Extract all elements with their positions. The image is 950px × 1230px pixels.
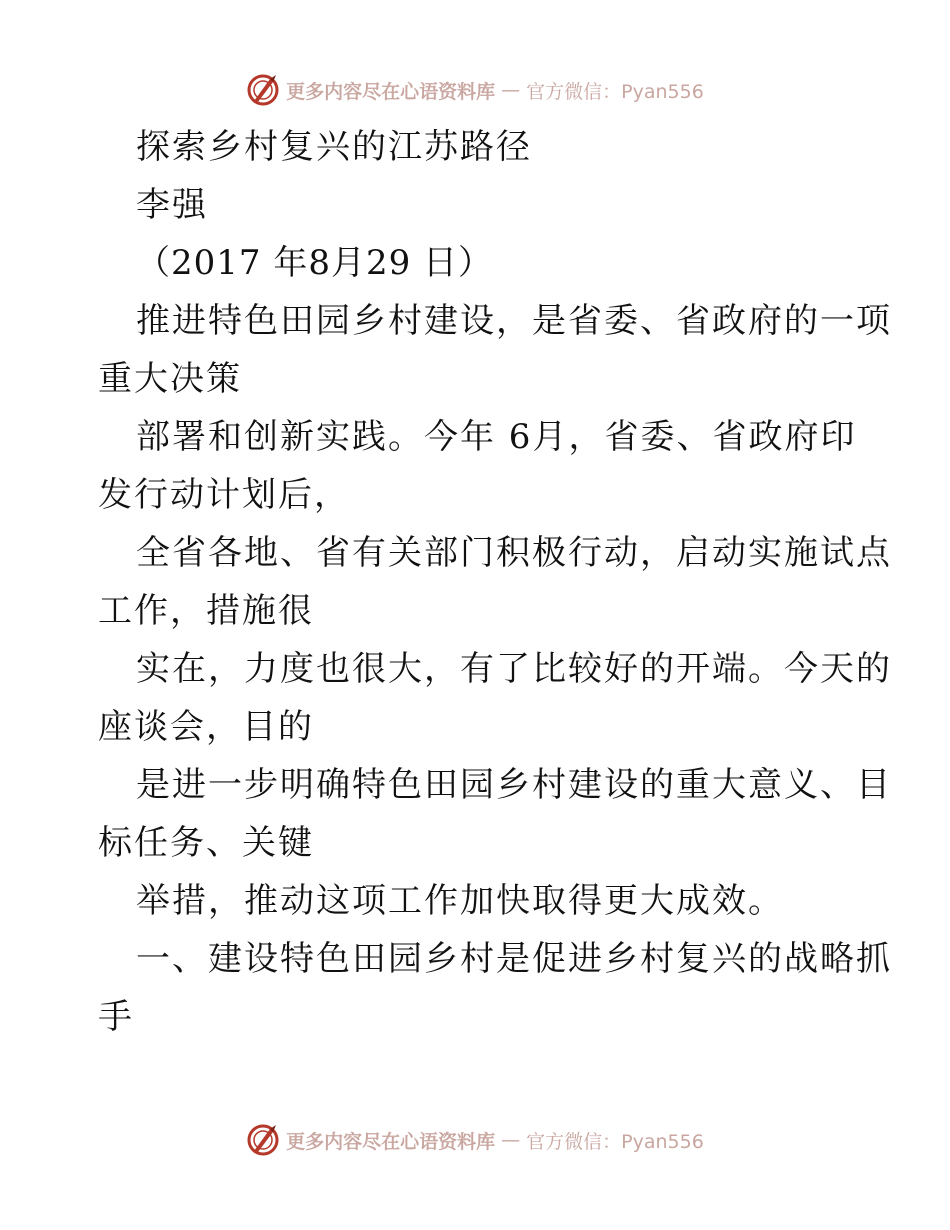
header-banner	[0, 70, 950, 110]
document-author: 李强	[136, 185, 208, 225]
paragraph-line: 举措，推动这项工作加快取得更大成效。	[136, 881, 784, 921]
banner-separator: —	[501, 1129, 521, 1151]
paragraph-line: 座谈会，目的	[98, 707, 314, 747]
paragraph-line: 是进一步明确特色田园乡村建设的重大意义、目	[136, 765, 892, 805]
banner-main-text: 更多内容尽在心语资料库	[286, 1130, 496, 1153]
quill-pen-logo-icon	[246, 1123, 280, 1157]
footer-banner	[0, 1120, 950, 1160]
document-body	[98, 118, 892, 1046]
section-heading: 一、建设特色田园乡村是促进乡村复兴的战略抓	[136, 939, 892, 979]
paragraph-line: 实在，力度也很大，有了比较好的开端。今天的	[136, 649, 892, 689]
paragraph-line: 工作，措施很	[98, 591, 314, 631]
paragraph-line: 推进特色田园乡村建设，是省委、省政府的一项	[136, 301, 892, 341]
section-heading-continued: 手	[98, 997, 134, 1037]
banner-wechat-text: 官方微信：Pyan556	[526, 1130, 704, 1153]
paragraph-line: 发行动计划后，	[98, 475, 350, 515]
document-date: （2017 年8月29 日）	[136, 243, 494, 283]
quill-pen-logo-icon	[246, 73, 280, 107]
paragraph-line: 全省各地、省有关部门积极行动，启动实施试点	[136, 533, 892, 573]
paragraph-line: 重大决策	[98, 359, 242, 399]
banner-wechat-text: 官方微信：Pyan556	[526, 80, 704, 103]
banner-main-text: 更多内容尽在心语资料库	[286, 80, 496, 103]
paragraph-line: 部署和创新实践。今年 6月，省委、省政府印	[136, 417, 857, 457]
document-title: 探索乡村复兴的江苏路径	[136, 127, 532, 167]
paragraph-line: 标任务、关键	[98, 823, 314, 863]
banner-separator: —	[501, 79, 521, 101]
